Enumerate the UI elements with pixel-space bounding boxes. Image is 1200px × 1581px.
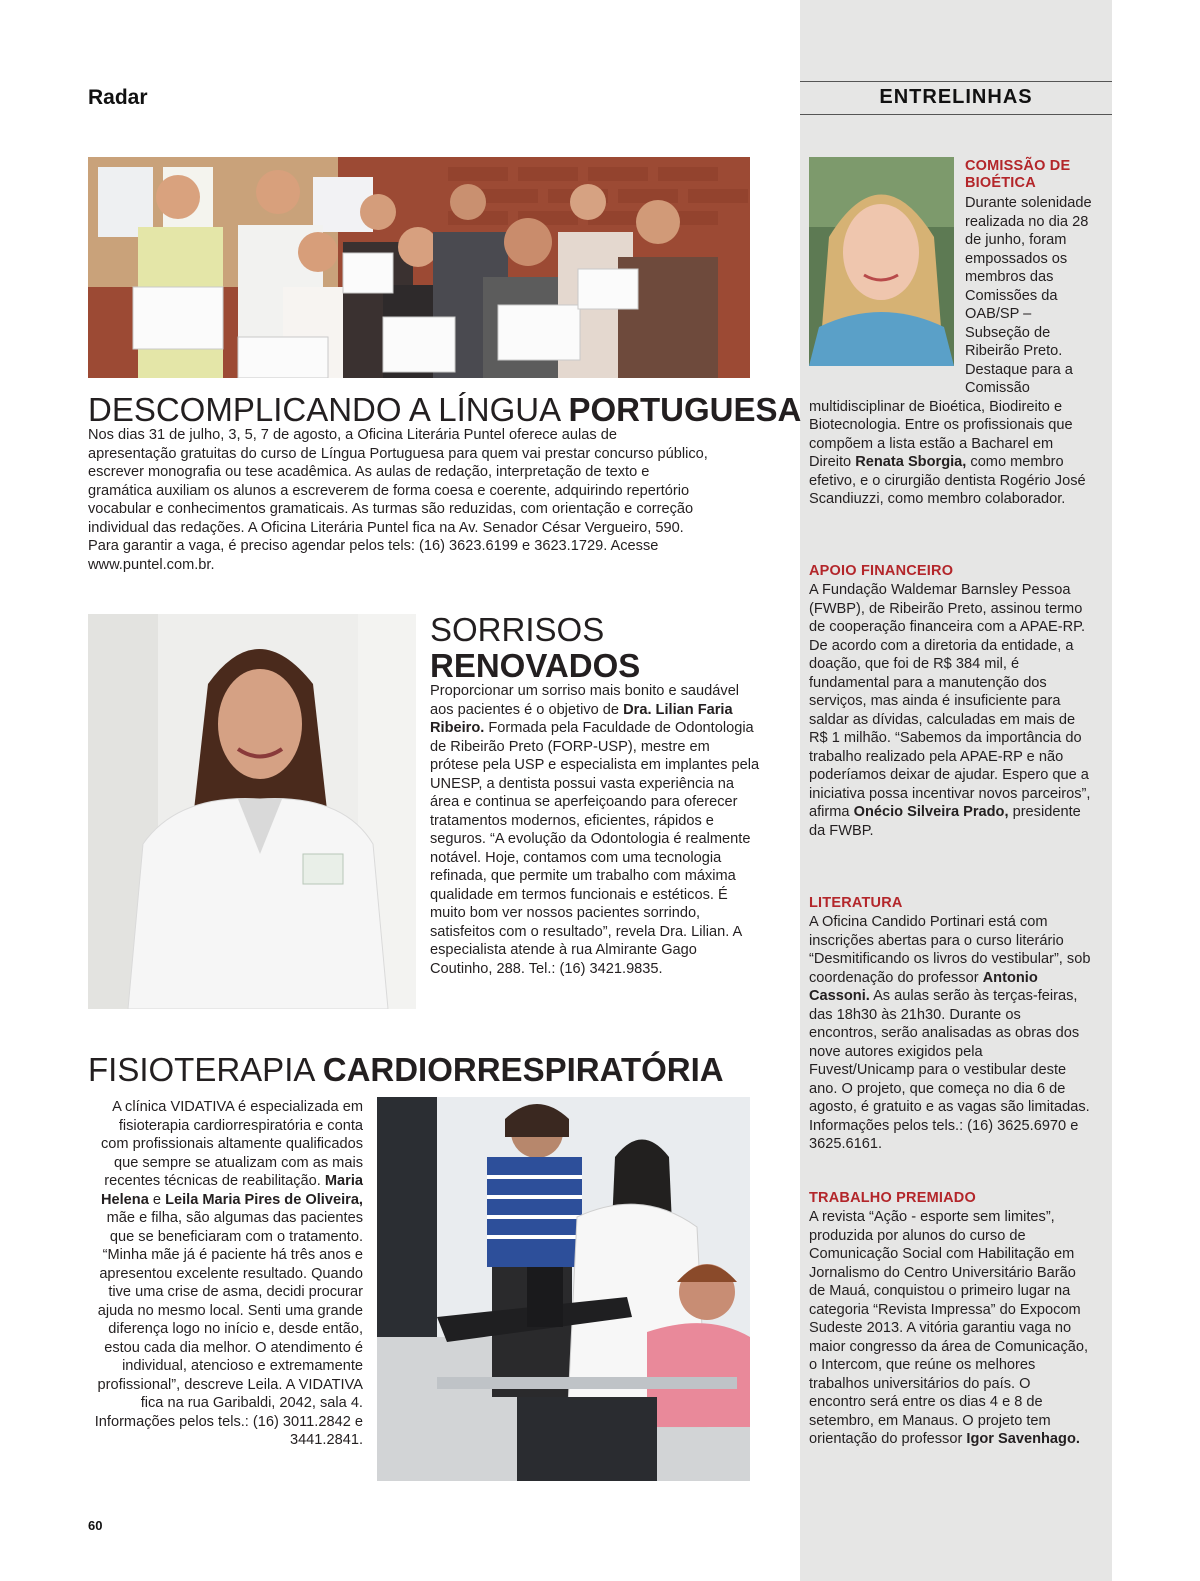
group-certificates-photo xyxy=(88,157,750,378)
sidebar-item4-name: Igor Savenhago. xyxy=(966,1431,1080,1447)
dentist-portrait-photo xyxy=(88,614,416,1009)
sidebar-item3-body xyxy=(809,913,1091,1154)
article3-headline xyxy=(88,1052,724,1088)
article3-body-part2: e xyxy=(148,1191,166,1208)
sidebar-item1-name: Renata Sborgia, xyxy=(855,454,967,470)
section-label: Radar xyxy=(88,86,148,109)
article2-body xyxy=(430,682,760,978)
sidebar-item1-body-part2: como membro efetivo, e o cirurgião dentista Rogério José Scandiuzzi, como membro colaborador. xyxy=(809,454,1086,507)
article3-body-part1: A clínica VIDATIVA é especializada em fisioterapia cardiorrespiratória e conta com profissionais altamente qualificados que sempre se atualizam com as mais recentes técnicas de reabilitação. xyxy=(100,1099,363,1189)
page-number: 60 xyxy=(88,1518,103,1533)
article2-dentist-name: Dra. Lilian Faria Ribeiro. xyxy=(430,701,733,736)
article3-body xyxy=(88,1098,363,1450)
sidebar-item2-title: APOIO FINANCEIRO xyxy=(809,563,954,579)
sidebar-title: ENTRELINHAS xyxy=(879,86,1033,108)
sidebar-item2-body-part1: A Fundação Waldemar Barnsley Pessoa (FWBP), de Ribeirão Preto, assinou termo de cooperação financeira com a APAE-RP. De acordo com a diretoria da entidade, a doação, que foi de R$ 384 mil, é fundamental para a manutenção dos serviços, mas ainda é insuficiente para saldar as dívidas, calculadas em mais de R$ 1 milhão. “Sabemos da importância do trabalho realizado pela APAE-RP e não poderíamos deixar de ajudar. Espero que a iniciativa possa incentivar novos parceiros”, afirma xyxy=(809,582,1091,820)
sidebar-item3-title: LITERATURA xyxy=(809,895,903,911)
sidebar-item2-body xyxy=(809,581,1091,840)
article2-body-part2: Formada pela Faculdade de Odontologia de Ribeirão Preto (FORP-USP), mestre em prótese pela USP e especialista em implantes pela UNESP, a dentista possui vasta experiência na área e continua se aperfeiçoando para oferecer tratamentos modernos, eficientes, rápidos e seguros. “A evolução da Odontologia é realmente notável. Hoje, contamos com uma tecnologia refinada, que permite um trabalho com máxima qualidade em termos funcionais e estéticos. É muito bom ver nossos pacientes sorrindo, satisfeitos com o resultado”, revela Dra. Lilian. A especialista atende à rua Almirante Gago Coutinho, 288. Tel.: (16) 3421.9835. xyxy=(430,720,760,977)
article2-headline-light: SORRISOS xyxy=(430,611,605,648)
article1-headline-light: DESCOMPLICANDO A LÍNGUA xyxy=(88,391,569,428)
article2-headline-bold: RENOVADOS xyxy=(430,647,641,684)
article1-body: Nos dias 31 de julho, 3, 5, 7 de agosto, a Oficina Literária Puntel oferece aulas de apresentação gratuitas do curso de Língua Portuguesa para quem vai prestar concurso público, escrever monografia ou tese acadêmica. As aulas de redação, interpretação de texto e gramática auxiliam os alunos a escreverem de forma coesa e coerente, adquirindo repertório vocabular e conhecimentos gramaticais. As turmas são reduzidas, com orientação e correção individual das redações. A Oficina Literária Puntel fica na Av. Senador César Vergueiro, 590. Para garantir a vaga, é preciso agendar pelos tels: (16) 3623.6199 e 3623.1729. Acesse www.puntel.com.br. xyxy=(88,427,708,573)
article3-headline-bold: CARDIORRESPIRATÓRIA xyxy=(322,1051,724,1088)
sidebar-item2-body-part2: presidente da FWBP. xyxy=(809,804,1081,839)
physiotherapy-photo xyxy=(377,1097,750,1481)
article1-headline-bold: PORTUGUESA xyxy=(568,391,802,428)
sidebar-item1-body xyxy=(809,194,1094,509)
sidebar-item3-body-part2: As aulas serão às terças-feiras, das 18h30 às 21h30. Durante os encontros, serão analisadas as obras dos nove autores exigidos pela Fuvest/Unicamp para o vestibular deste ano. O projeto, que começa no dia 6 de agosto, é gratuito e as vagas são limitadas. Informações pelos tels.: (16) 3625.6970 e 3625.6161. xyxy=(809,988,1090,1152)
article2-body-part1: Proporcionar um sorriso mais bonito e saudável aos pacientes é o objetivo de xyxy=(430,683,740,718)
sidebar-item1-photo-spacer xyxy=(809,194,965,386)
sidebar-item2-name: Onécio Silveira Prado, xyxy=(853,804,1009,820)
article1-headline xyxy=(88,392,801,428)
article3-body-part3: mãe e filha, são algumas das pacientes que se beneficiaram com o tratamento. “Minha mãe já é paciente há três anos e apresentou excelente resultado. Quando tive uma crise de asma, decidi procurar ajuda no mesmo local. Senti uma grande diferença logo no início e, desde então, estou cada dia melhor. O atendimento é individual, atencioso e extremamente profissional”, descreve Leila. A VIDATIVA fica na rua Garibaldi, 2042, sala 4. Informações pelos tels.: (16) 3011.2842 e 3441.2841. xyxy=(94,1210,363,1448)
article3-headline-light: FISIOTERAPIA xyxy=(88,1051,323,1088)
sidebar-item3-name: Antonio Cassoni. xyxy=(809,969,1038,1004)
sidebar-item4-body xyxy=(809,1208,1091,1449)
article2-headline xyxy=(430,612,640,684)
sidebar-item4-title: TRABALHO PREMIADO xyxy=(809,1190,976,1206)
sidebar-item1-title: COMISSÃO DE BIOÉTICA xyxy=(965,158,1071,191)
sidebar-item3-body-part1: A Oficina Candido Portinari está com inscrições abertas para o curso literário “Desmitificando os livros do vestibular”, sob coordenação do professor xyxy=(809,914,1091,986)
article3-patient-name-2: Leila Maria Pires de Oliveira, xyxy=(165,1191,363,1208)
article3-patient-name-1: Maria Helena xyxy=(100,1173,363,1208)
sidebar-item4-body-part1: A revista “Ação - esporte sem limites”, produzida por alunos do curso de Comunicação Social com Habilitação em Jornalismo do Centro Universitário Barão de Mauá, conquistou o primeiro lugar na categoria “Revista Impressa” do Expocom Sudeste 2013. A vitória garantiu vaga no maior congresso da área de Comunicação, o Intercom, que reúne os melhores trabalhos universitários do país. O encontro será entre os dias 4 e 8 de setembro, em Manaus. O projeto tem orientação do professor xyxy=(809,1209,1089,1447)
sidebar-title-rule xyxy=(800,114,1112,115)
sidebar-item1-body-part1: Durante solenidade realizada no dia 28 de junho, foram empossados os membros das Comissões da OAB/SP – Subseção de Ribeirão Preto. Destaque para a Comissão multidisciplinar de Bioética, Biodireito e Biotecnologia. Entre os profissionais que compõem a lista estão a Bacharel em Direito xyxy=(809,195,1092,470)
sidebar-top-rule xyxy=(800,81,1112,82)
